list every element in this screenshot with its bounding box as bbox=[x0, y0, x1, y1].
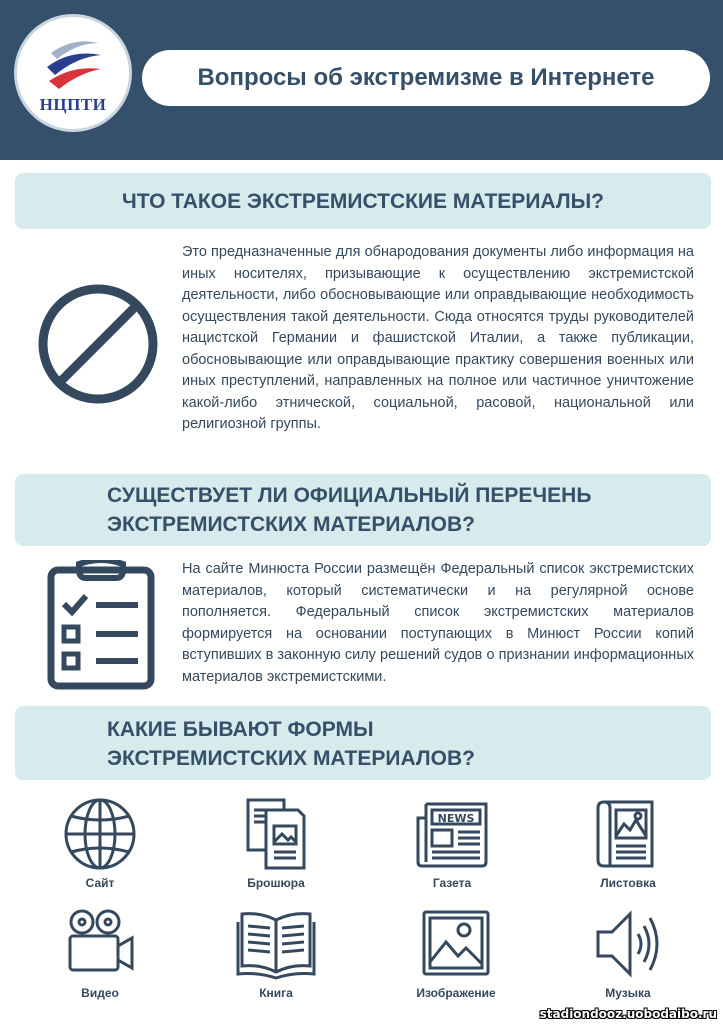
section1-title: ЧТО ТАКОЕ ЭКСТРЕМИСТСКИЕ МАТЕРИАЛЫ? bbox=[15, 173, 711, 229]
section2-title-line2: ЭКСТРЕМИСТСКИХ МАТЕРИАЛОВ? bbox=[107, 513, 475, 536]
section3-title bbox=[15, 706, 711, 780]
section2-title-line1: СУЩЕСТВУЕТ ЛИ ОФИЦИАЛЬНЫЙ ПЕРЕЧЕНЬ bbox=[107, 484, 592, 507]
form-music bbox=[568, 906, 688, 1000]
form-label: Изображение bbox=[416, 986, 496, 1000]
form-video bbox=[40, 906, 160, 1000]
section3-title-line1: КАКИЕ БЫВАЮТ ФОРМЫ bbox=[107, 718, 374, 741]
prohibited-icon bbox=[34, 280, 162, 408]
newspaper-word: NEWS bbox=[437, 812, 475, 825]
form-brochure bbox=[216, 796, 336, 890]
leaflet-icon bbox=[590, 796, 666, 872]
section2-title bbox=[15, 474, 711, 546]
form-label: Музыка bbox=[605, 986, 651, 1000]
form-label: Книга bbox=[259, 986, 293, 1000]
brochure-icon bbox=[238, 796, 314, 872]
form-leaflet bbox=[568, 796, 688, 890]
globe-icon bbox=[62, 796, 138, 872]
form-label: Сайт bbox=[85, 876, 115, 890]
form-newspaper bbox=[392, 796, 512, 890]
speaker-icon bbox=[590, 906, 666, 982]
header-banner bbox=[0, 0, 723, 160]
form-label: Листовка bbox=[600, 876, 656, 890]
book-icon bbox=[234, 906, 318, 982]
image-icon bbox=[418, 906, 494, 982]
form-label: Газета bbox=[432, 876, 472, 890]
watermark: stadiondooz.uobodaibo.ru bbox=[539, 1007, 717, 1021]
section1-text: Это предназначенные для обнародования документы либо информация на иных носителях, призывающие к осуществлению экстремистской деятельности, либо обосновывающие или оправдывающие необходимость осуществления такой деятельности. Сюда относятся труды руководителей нацистской Германии и фашистской Италии, а также публикации, обосновывающие или оправдывающие практику совершения военных или иных преступлений, направленных на полное или частичное уничтожение какой-либо этнической, социальной, расовой, национальной или религиозной группы. bbox=[182, 244, 694, 432]
form-site bbox=[40, 796, 160, 890]
checklist-icon bbox=[46, 560, 156, 690]
video-camera-icon bbox=[62, 906, 138, 982]
logo-text: НЦПТИ bbox=[39, 95, 107, 114]
form-image bbox=[396, 906, 516, 1000]
newspaper-icon bbox=[412, 796, 492, 872]
form-book bbox=[216, 906, 336, 1000]
logo bbox=[14, 14, 132, 132]
section3-title-line2: ЭКСТРЕМИСТСКИХ МАТЕРИАЛОВ? bbox=[107, 747, 475, 770]
page-title: Вопросы об экстремизме в Интернете bbox=[142, 50, 710, 106]
form-label: Видео bbox=[81, 986, 119, 1000]
logo-swoosh-icon bbox=[43, 35, 105, 95]
section2-text: На сайте Минюста России размещён Федеральный список экстремистских материалов, который систематически и на регулярной основе пополняется. Федеральный список экстремистских материалов формируется на основании поступающих в Минюст России копий вступивших в законную силу решений судов о признании информационных материалов экстремистскими. bbox=[182, 561, 694, 685]
form-label: Брошюра bbox=[247, 876, 305, 890]
